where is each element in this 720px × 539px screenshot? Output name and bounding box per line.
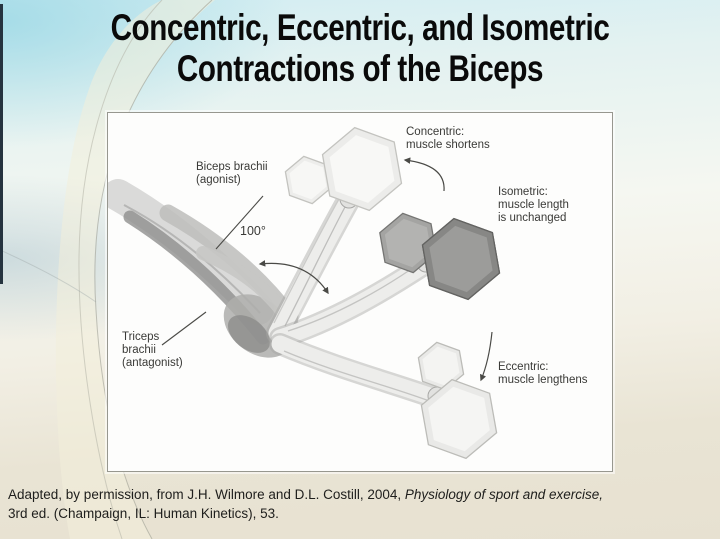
forearm-lowered [280,344,435,402]
credit-line1-italic: Physiology of sport and exercise, [404,487,604,502]
slide-title-line1: Concentric, Eccentric, and Isometric [110,7,610,48]
credit-line1-normal: Adapted, by permission, from J.H. Wilmore and D.L. Costill, 2004, [8,487,405,502]
elbow-angle-label: 100° [240,224,266,238]
triceps-label: Triceps brachii (antagonist) [122,331,183,369]
weight-hexagon-eccentric [418,342,496,458]
credit-line2: 3rd ed. (Champaign, IL: Human Kinetics), 53. [8,506,279,521]
eccentric-label: Eccentric: muscle lengthens [498,361,588,386]
credit-citation [8,485,716,523]
biceps-leader-line [216,196,263,249]
isometric-label: Isometric: muscle length is unchanged [498,186,569,224]
concentric-label: Concentric: muscle shortens [406,126,490,151]
slide-title-line2: Contractions of the Biceps [176,48,544,89]
anatomy-illustration [108,113,611,470]
concentric-motion-arrow [405,160,444,191]
weight-hexagon-concentric [285,128,401,211]
biceps-label: Biceps brachii (agonist) [196,161,268,186]
figure-panel [107,112,613,472]
eccentric-motion-arrow [481,332,492,380]
slide-title [0,7,720,89]
